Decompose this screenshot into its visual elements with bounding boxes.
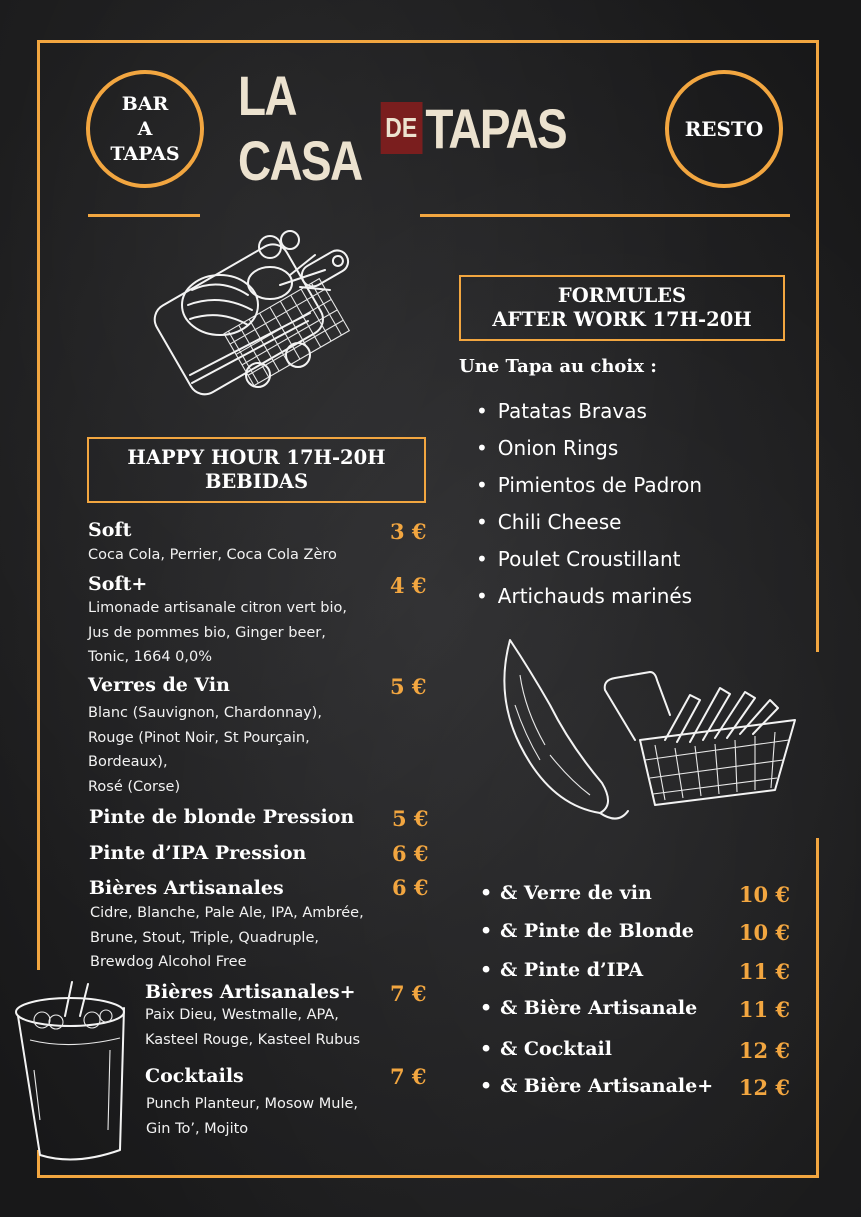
desc-line: Brewdog Alcohol Free bbox=[90, 954, 247, 970]
frame-right-line bbox=[816, 40, 819, 652]
item-price: 6 € bbox=[392, 841, 429, 866]
desc-line: Tonic, 1664 0,0% bbox=[88, 649, 213, 665]
cutting-board-illustration-icon bbox=[120, 195, 370, 420]
combo-price: 11 € bbox=[738, 997, 790, 1022]
bar-a-tapas-badge bbox=[86, 70, 204, 188]
desc-line: Rouge (Pinot Noir, St Pourçain, bbox=[88, 729, 310, 746]
combo-row bbox=[480, 1038, 790, 1074]
combo-name: • & Verre de vin bbox=[480, 882, 652, 904]
desc-line: Cidre, Blanche, Pale Ale, IPA, Ambrée, bbox=[90, 905, 364, 921]
item-desc bbox=[90, 901, 364, 975]
desc-line: Jus de pommes bio, Ginger beer, bbox=[88, 624, 326, 641]
item-price: 7 € bbox=[390, 981, 427, 1006]
item-desc bbox=[88, 596, 347, 670]
logo bbox=[238, 64, 566, 192]
item-name: Pinte de blonde Pression bbox=[89, 806, 355, 828]
list-item: • Onion Rings bbox=[476, 430, 702, 467]
item-name: Soft+ bbox=[88, 573, 148, 595]
combo-price: 10 € bbox=[738, 882, 790, 907]
list-item: • Poulet Croustillant bbox=[476, 541, 702, 578]
desc-line: Bordeaux), bbox=[88, 754, 168, 770]
item-price: 6 € bbox=[392, 875, 429, 900]
item-desc bbox=[145, 1003, 360, 1052]
combo-name: • & Bière Artisanale+ bbox=[480, 1075, 713, 1097]
combo-price: 11 € bbox=[738, 959, 790, 984]
item-name: Soft bbox=[88, 519, 132, 541]
item-name: Bières Artisanales bbox=[89, 877, 284, 899]
frame-left-line bbox=[37, 40, 40, 970]
desc-line: Paix Dieu, Westmalle, APA, bbox=[145, 1007, 339, 1023]
tapas-list bbox=[476, 393, 702, 615]
item-name: Bières Artisanales+ bbox=[145, 981, 356, 1003]
combo-price: 12 € bbox=[738, 1038, 790, 1063]
happy-hour-title: HAPPY HOUR 17H-20H bbox=[127, 445, 386, 469]
item-desc bbox=[146, 1092, 358, 1141]
happy-hour-title-box bbox=[87, 437, 426, 503]
combo-price: 10 € bbox=[738, 920, 790, 945]
combo-name: • & Pinte de Blonde bbox=[480, 920, 694, 942]
formules-subtitle: AFTER WORK 17H-20H bbox=[492, 308, 752, 331]
frame-bottom-line bbox=[37, 1175, 819, 1178]
tapa-choice-heading: Une Tapa au choix : bbox=[459, 356, 657, 377]
item-name: Pinte d’IPA Pression bbox=[89, 842, 307, 864]
badge-line-2: A bbox=[137, 117, 153, 140]
item-name: Cocktails bbox=[145, 1065, 244, 1087]
item-desc bbox=[88, 701, 322, 799]
logo-part-2: DE bbox=[380, 102, 422, 154]
item-price: 4 € bbox=[390, 573, 427, 598]
desc-line: Rosé (Corse) bbox=[88, 778, 181, 795]
desc-line: Limonade artisanale citron vert bio, bbox=[88, 600, 348, 616]
item-name: Verres de Vin bbox=[88, 674, 230, 696]
formules-title: FORMULES bbox=[557, 283, 687, 307]
desc-line: Gin To’, Mojito bbox=[146, 1120, 249, 1137]
header-divider-right bbox=[420, 214, 790, 217]
fries-basket-illustration-icon bbox=[595, 660, 805, 820]
combo-name: • & Pinte d’IPA bbox=[480, 959, 643, 981]
combo-row bbox=[480, 997, 790, 1033]
combo-name: • & Bière Artisanale bbox=[480, 997, 697, 1019]
resto-badge bbox=[665, 70, 783, 188]
cocktail-glass-illustration-icon bbox=[10, 980, 135, 1170]
badge-line-3: TAPAS bbox=[110, 142, 180, 165]
combo-row bbox=[480, 1075, 790, 1111]
logo-part-1: LA CASA bbox=[238, 64, 362, 192]
combo-price: 12 € bbox=[738, 1075, 790, 1100]
frame-top-line bbox=[37, 40, 819, 43]
desc-line: Blanc (Sauvignon, Chardonnay), bbox=[88, 705, 322, 721]
item-desc: Coca Cola, Perrier, Coca Cola Zèro bbox=[88, 547, 337, 563]
list-item: • Patatas Bravas bbox=[476, 393, 702, 430]
logo-part-3: TAPAS bbox=[425, 96, 566, 160]
list-item: • Pimientos de Padron bbox=[476, 467, 702, 504]
combo-row bbox=[480, 959, 790, 995]
combo-name: • & Cocktail bbox=[480, 1038, 612, 1060]
desc-line: Kasteel Rouge, Kasteel Rubus bbox=[145, 1031, 361, 1048]
desc-line: Punch Planteur, Mosow Mule, bbox=[146, 1096, 358, 1112]
frame-right-line-bottom bbox=[816, 838, 819, 1178]
list-item: • Artichauds marinés bbox=[476, 578, 702, 615]
desc-line: Brune, Stout, Triple, Quadruple, bbox=[90, 929, 319, 946]
combo-row bbox=[480, 920, 790, 956]
formules-title-box bbox=[459, 275, 785, 341]
item-price: 3 € bbox=[390, 519, 427, 544]
item-price: 5 € bbox=[390, 674, 427, 699]
badge-line-1: BAR bbox=[121, 92, 169, 115]
list-item: • Chili Cheese bbox=[476, 504, 702, 541]
combo-row bbox=[480, 882, 790, 918]
resto-label: RESTO bbox=[684, 117, 764, 141]
happy-hour-subtitle: BEBIDAS bbox=[204, 470, 309, 493]
item-price: 7 € bbox=[390, 1064, 427, 1089]
item-price: 5 € bbox=[392, 806, 429, 831]
